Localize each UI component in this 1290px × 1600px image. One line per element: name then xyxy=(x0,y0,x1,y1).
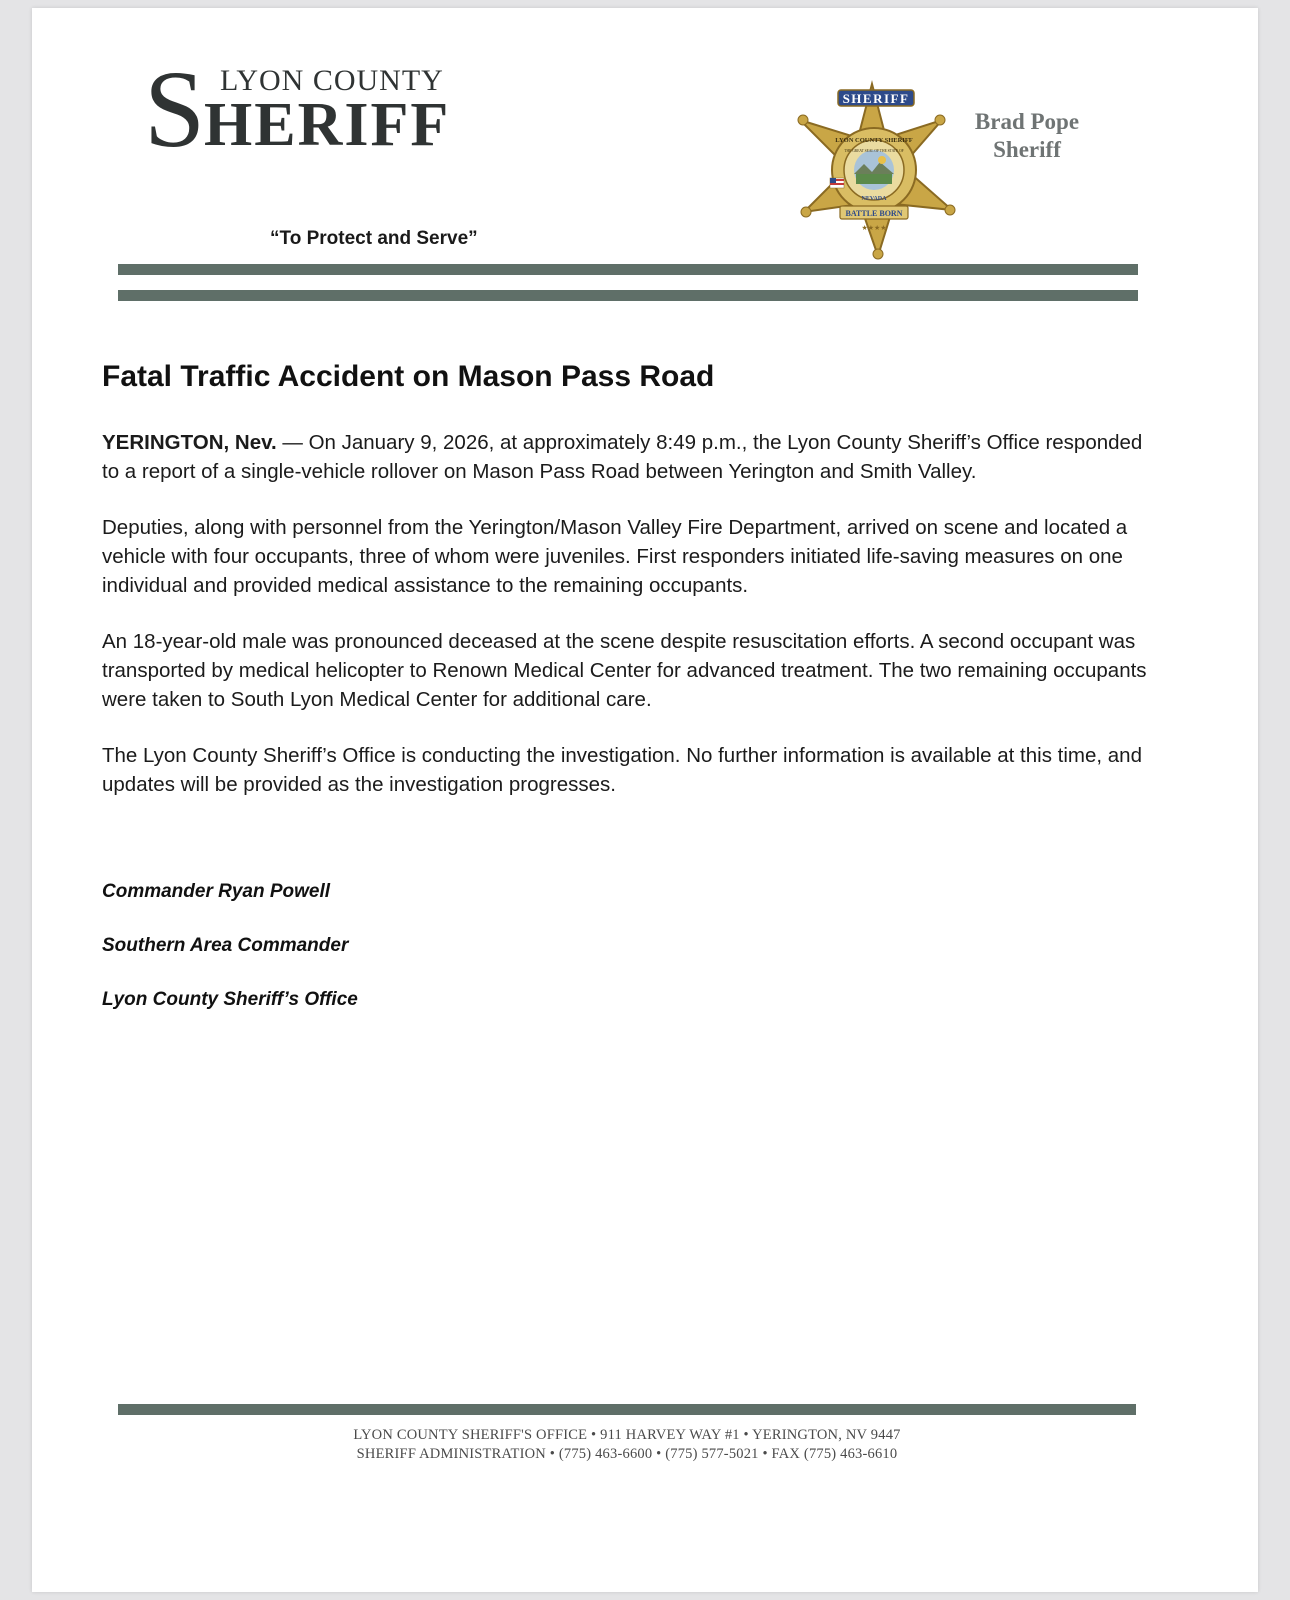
sheriff-badge-icon xyxy=(782,80,962,260)
logo-sheriff-word: HERIFF xyxy=(204,91,451,159)
logo-initial: S xyxy=(144,48,206,170)
motto: “To Protect and Serve” xyxy=(270,228,478,249)
footer-phone: SHERIFF ADMINISTRATION • (775) 463-6600 • (775) 577-5021 • FAX (775) 463-6610 xyxy=(356,1446,898,1462)
header-rule-top xyxy=(118,264,1138,275)
article-title: Fatal Traffic Accident on Mason Pass Road xyxy=(102,360,715,393)
footer-rule xyxy=(118,1404,1136,1415)
badge-seal-text: THE GREAT SEAL OF THE STATE OF xyxy=(844,149,904,153)
badge-top-text: SHERIFF xyxy=(842,91,910,106)
dateline: YERINGTON, Nev. xyxy=(102,431,277,454)
sheriff-name-block xyxy=(962,108,1092,164)
article-paragraph-1 xyxy=(102,428,1162,486)
footer-address: LYON COUNTY SHERIFF'S OFFICE • 911 HARVEY WAY #1 • YERINGTON, NV 9447 xyxy=(353,1427,901,1443)
signature-title: Southern Area Commander xyxy=(102,935,349,956)
sheriff-logo xyxy=(144,48,514,170)
logo-county: LYON COUNTY xyxy=(220,64,444,97)
article-paragraph-4: The Lyon County Sheriff’s Office is conducting the investigation. No further information is available at this time, and updates will be provided as the investigation progresses. xyxy=(102,744,1142,796)
signature-name: Commander Ryan Powell xyxy=(102,881,331,902)
paragraph-1-text: — On January 9, 2026, at approximately 8:49 p.m., the Lyon County Sheriff’s Office responded to a report of a single-vehicle rollover on Mason Pass Road between Yerington and Smith Valley. xyxy=(102,431,1143,483)
signature-office: Lyon County Sheriff’s Office xyxy=(102,989,358,1010)
badge-state-text: NEVADA xyxy=(861,196,887,202)
footer xyxy=(118,1426,1136,1464)
svg-text:★★★★: ★★★★ xyxy=(861,225,887,232)
sheriff-name: Brad Pope xyxy=(974,109,1080,134)
press-release-page xyxy=(32,8,1258,1592)
badge-ring-text: LYON COUNTY SHERIFF xyxy=(835,137,913,144)
article-paragraph-2: Deputies, along with personnel from the Yerington/Mason Valley Fire Department, arrived on scene and located a vehicle with four occupants, three of whom were juveniles. First responders initiated life-saving measures on one individual and provided medical assistance to the remaining occupants. xyxy=(102,516,1128,597)
article-paragraph-3: An 18-year-old male was pronounced deceased at the scene despite resuscitation efforts. A second occupant was transported by medical helicopter to Renown Medical Center for advanced treatment. The two remaining occupants were taken to South Lyon Medical Center for additional care. xyxy=(102,630,1147,711)
badge-bottom-text: BATTLE BORN xyxy=(845,209,903,218)
sheriff-title: Sheriff xyxy=(993,137,1061,162)
header-rule-bottom xyxy=(118,290,1138,301)
